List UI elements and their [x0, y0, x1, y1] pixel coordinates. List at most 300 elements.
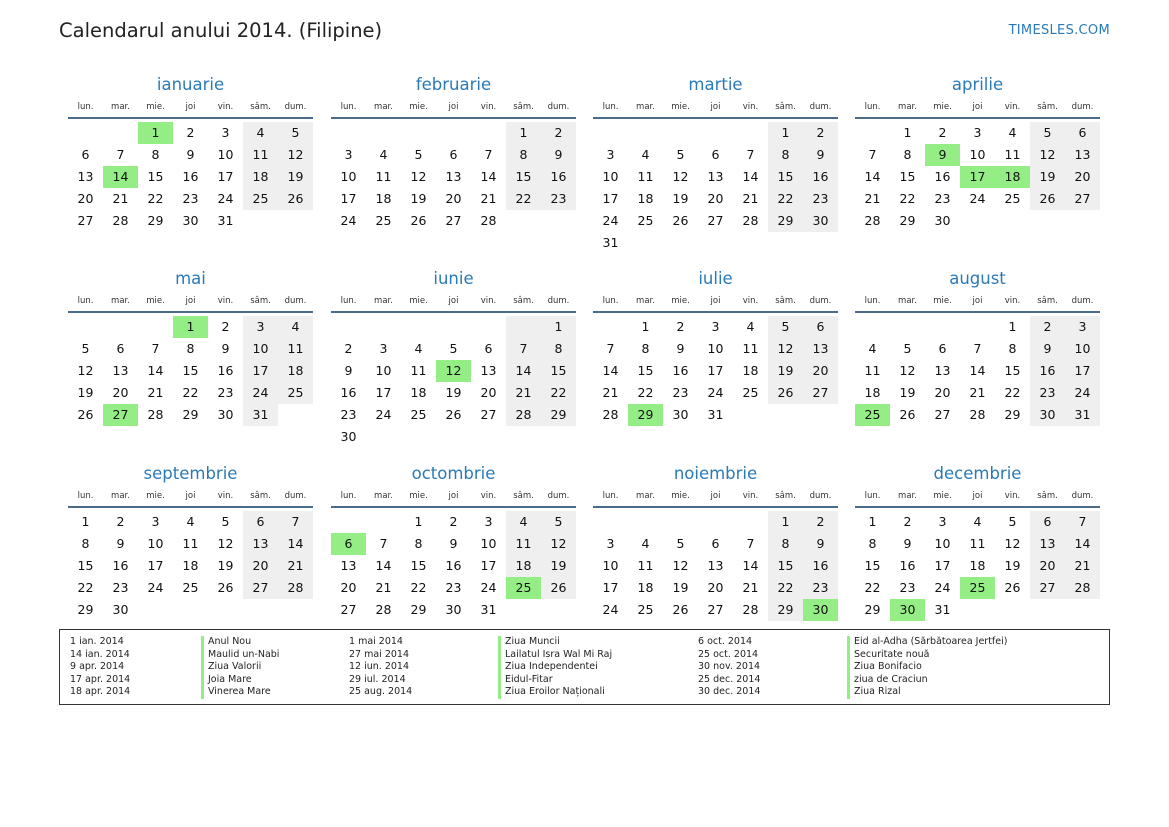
day-cell[interactable]: 22 [864, 580, 881, 595]
day-cell[interactable]: 22 [541, 382, 576, 404]
day-cell[interactable]: 18 [969, 558, 986, 573]
day-cell[interactable]: 23 [541, 188, 576, 210]
day-cell[interactable]: 8 [81, 536, 90, 551]
day-cell[interactable]: 12 [410, 169, 427, 184]
day-cell[interactable]: 12 [768, 338, 803, 360]
day-cell[interactable]: 23 [112, 580, 129, 595]
day-cell[interactable]: 6 [711, 147, 720, 162]
day-cell[interactable]: 3 [221, 125, 230, 140]
day-cell[interactable]: 5 [1008, 514, 1017, 529]
day-cell[interactable]: 3 [379, 341, 388, 356]
day-cell[interactable]: 31 [602, 235, 619, 250]
day-cell[interactable]: 10 [602, 169, 619, 184]
day-cell[interactable]: 10 [340, 169, 357, 184]
day-cell[interactable]: 28 [864, 213, 881, 228]
day-cell[interactable]: 30 [1030, 404, 1065, 426]
day-cell[interactable]: 2 [116, 514, 125, 529]
day-cell[interactable]: 17 [934, 558, 951, 573]
day-cell[interactable]: 20 [707, 580, 724, 595]
day-cell[interactable]: 8 [768, 533, 803, 555]
day-cell[interactable]: 8 [186, 341, 195, 356]
day-cell[interactable]: 12 [77, 363, 94, 378]
day-cell[interactable]: 25 [410, 407, 427, 422]
day-cell[interactable]: 27 [480, 407, 497, 422]
day-cell[interactable]: 4 [186, 514, 195, 529]
day-cell[interactable]: 7 [278, 511, 313, 533]
day-cell[interactable]: 7 [151, 341, 160, 356]
day-cell[interactable]: 28 [375, 602, 392, 617]
day-cell[interactable]: 17 [1065, 360, 1100, 382]
holiday-day-cell[interactable]: 30 [890, 599, 925, 621]
day-cell[interactable]: 5 [278, 122, 313, 144]
day-cell[interactable]: 26 [1004, 580, 1021, 595]
day-cell[interactable]: 15 [1004, 363, 1021, 378]
day-cell[interactable]: 24 [340, 213, 357, 228]
day-cell[interactable]: 7 [746, 147, 755, 162]
day-cell[interactable]: 15 [864, 558, 881, 573]
day-cell[interactable]: 19 [445, 385, 462, 400]
day-cell[interactable]: 2 [449, 514, 458, 529]
day-cell[interactable]: 4 [973, 514, 982, 529]
holiday-day-cell[interactable]: 25 [960, 577, 995, 599]
day-cell[interactable]: 12 [217, 536, 234, 551]
holiday-day-cell[interactable]: 25 [855, 404, 890, 426]
day-cell[interactable]: 4 [243, 122, 278, 144]
day-cell[interactable]: 4 [1008, 125, 1017, 140]
day-cell[interactable]: 18 [637, 191, 654, 206]
day-cell[interactable]: 17 [602, 580, 619, 595]
day-cell[interactable]: 25 [375, 213, 392, 228]
day-cell[interactable]: 13 [707, 558, 724, 573]
day-cell[interactable]: 21 [112, 191, 129, 206]
day-cell[interactable]: 15 [182, 363, 199, 378]
day-cell[interactable]: 13 [112, 363, 129, 378]
day-cell[interactable]: 13 [1065, 144, 1100, 166]
day-cell[interactable]: 30 [803, 210, 838, 232]
day-cell[interactable]: 14 [506, 360, 541, 382]
day-cell[interactable]: 18 [410, 385, 427, 400]
day-cell[interactable]: 22 [768, 577, 803, 599]
day-cell[interactable]: 2 [186, 125, 195, 140]
day-cell[interactable]: 18 [182, 558, 199, 573]
day-cell[interactable]: 27 [707, 213, 724, 228]
day-cell[interactable]: 19 [672, 580, 689, 595]
day-cell[interactable]: 7 [379, 536, 388, 551]
day-cell[interactable]: 8 [868, 536, 877, 551]
day-cell[interactable]: 6 [116, 341, 125, 356]
day-cell[interactable]: 19 [672, 191, 689, 206]
day-cell[interactable]: 16 [445, 558, 462, 573]
day-cell[interactable]: 20 [934, 385, 951, 400]
day-cell[interactable]: 2 [803, 511, 838, 533]
day-cell[interactable]: 19 [899, 385, 916, 400]
day-cell[interactable]: 23 [217, 385, 234, 400]
day-cell[interactable]: 11 [410, 363, 427, 378]
day-cell[interactable]: 29 [77, 602, 94, 617]
day-cell[interactable]: 2 [344, 341, 353, 356]
day-cell[interactable]: 20 [445, 191, 462, 206]
holiday-day-cell[interactable]: 18 [995, 166, 1030, 188]
day-cell[interactable]: 24 [707, 385, 724, 400]
day-cell[interactable]: 14 [375, 558, 392, 573]
day-cell[interactable]: 11 [506, 533, 541, 555]
day-cell[interactable]: 25 [1004, 191, 1021, 206]
day-cell[interactable]: 27 [803, 382, 838, 404]
day-cell[interactable]: 3 [973, 125, 982, 140]
day-cell[interactable]: 20 [707, 191, 724, 206]
day-cell[interactable]: 14 [1065, 533, 1100, 555]
day-cell[interactable]: 28 [602, 407, 619, 422]
day-cell[interactable]: 17 [243, 360, 278, 382]
day-cell[interactable]: 20 [1065, 166, 1100, 188]
holiday-day-cell[interactable]: 12 [436, 360, 471, 382]
day-cell[interactable]: 6 [938, 341, 947, 356]
day-cell[interactable]: 30 [182, 213, 199, 228]
day-cell[interactable]: 19 [410, 191, 427, 206]
site-logo[interactable]: TIMESLES.COM [1008, 23, 1110, 38]
day-cell[interactable]: 12 [672, 558, 689, 573]
day-cell[interactable]: 16 [672, 363, 689, 378]
day-cell[interactable]: 8 [1008, 341, 1017, 356]
day-cell[interactable]: 30 [934, 213, 951, 228]
day-cell[interactable]: 15 [506, 166, 541, 188]
day-cell[interactable]: 29 [864, 602, 881, 617]
day-cell[interactable]: 1 [81, 514, 90, 529]
day-cell[interactable]: 31 [480, 602, 497, 617]
day-cell[interactable]: 14 [480, 169, 497, 184]
day-cell[interactable]: 2 [903, 514, 912, 529]
day-cell[interactable]: 27 [340, 602, 357, 617]
day-cell[interactable]: 31 [243, 404, 278, 426]
day-cell[interactable]: 16 [541, 166, 576, 188]
day-cell[interactable]: 17 [707, 363, 724, 378]
holiday-day-cell[interactable]: 6 [331, 533, 366, 555]
day-cell[interactable]: 31 [217, 213, 234, 228]
day-cell[interactable]: 11 [375, 169, 392, 184]
day-cell[interactable]: 14 [602, 363, 619, 378]
day-cell[interactable]: 20 [340, 580, 357, 595]
day-cell[interactable]: 21 [742, 191, 759, 206]
day-cell[interactable]: 16 [803, 555, 838, 577]
day-cell[interactable]: 14 [864, 169, 881, 184]
day-cell[interactable]: 7 [116, 147, 125, 162]
day-cell[interactable]: 9 [903, 536, 912, 551]
day-cell[interactable]: 26 [410, 213, 427, 228]
day-cell[interactable]: 30 [445, 602, 462, 617]
day-cell[interactable]: 25 [637, 602, 654, 617]
day-cell[interactable]: 27 [707, 602, 724, 617]
day-cell[interactable]: 16 [217, 363, 234, 378]
day-cell[interactable]: 21 [375, 580, 392, 595]
holiday-day-cell[interactable]: 25 [506, 577, 541, 599]
day-cell[interactable]: 21 [742, 580, 759, 595]
day-cell[interactable]: 25 [278, 382, 313, 404]
day-cell[interactable]: 4 [379, 147, 388, 162]
day-cell[interactable]: 24 [217, 191, 234, 206]
day-cell[interactable]: 19 [278, 166, 313, 188]
day-cell[interactable]: 26 [77, 407, 94, 422]
day-cell[interactable]: 18 [637, 580, 654, 595]
day-cell[interactable]: 1 [541, 316, 576, 338]
day-cell[interactable]: 17 [602, 191, 619, 206]
day-cell[interactable]: 14 [278, 533, 313, 555]
day-cell[interactable]: 18 [278, 360, 313, 382]
day-cell[interactable]: 12 [899, 363, 916, 378]
day-cell[interactable]: 3 [1065, 316, 1100, 338]
day-cell[interactable]: 3 [151, 514, 160, 529]
day-cell[interactable]: 25 [742, 385, 759, 400]
day-cell[interactable]: 27 [243, 577, 278, 599]
holiday-day-cell[interactable]: 17 [960, 166, 995, 188]
day-cell[interactable]: 28 [112, 213, 129, 228]
day-cell[interactable]: 6 [81, 147, 90, 162]
day-cell[interactable]: 3 [711, 319, 720, 334]
day-cell[interactable]: 11 [864, 363, 881, 378]
day-cell[interactable]: 28 [742, 602, 759, 617]
day-cell[interactable]: 21 [147, 385, 164, 400]
day-cell[interactable]: 18 [375, 191, 392, 206]
day-cell[interactable]: 18 [742, 363, 759, 378]
day-cell[interactable]: 29 [768, 599, 803, 621]
day-cell[interactable]: 26 [899, 407, 916, 422]
day-cell[interactable]: 2 [221, 319, 230, 334]
day-cell[interactable]: 24 [1065, 382, 1100, 404]
day-cell[interactable]: 5 [903, 341, 912, 356]
day-cell[interactable]: 3 [344, 147, 353, 162]
day-cell[interactable]: 23 [803, 188, 838, 210]
day-cell[interactable]: 4 [641, 536, 650, 551]
day-cell[interactable]: 13 [934, 363, 951, 378]
day-cell[interactable]: 21 [864, 191, 881, 206]
day-cell[interactable]: 4 [278, 316, 313, 338]
day-cell[interactable]: 9 [344, 363, 353, 378]
day-cell[interactable]: 19 [77, 385, 94, 400]
day-cell[interactable]: 9 [803, 144, 838, 166]
day-cell[interactable]: 5 [414, 147, 423, 162]
day-cell[interactable]: 9 [186, 147, 195, 162]
day-cell[interactable]: 28 [480, 213, 497, 228]
day-cell[interactable]: 24 [375, 407, 392, 422]
day-cell[interactable]: 16 [803, 166, 838, 188]
day-cell[interactable]: 1 [903, 125, 912, 140]
day-cell[interactable]: 9 [221, 341, 230, 356]
day-cell[interactable]: 3 [606, 147, 615, 162]
day-cell[interactable]: 27 [1065, 188, 1100, 210]
day-cell[interactable]: 19 [217, 558, 234, 573]
day-cell[interactable]: 7 [868, 147, 877, 162]
day-cell[interactable]: 11 [637, 169, 654, 184]
day-cell[interactable]: 21 [1065, 555, 1100, 577]
day-cell[interactable]: 25 [182, 580, 199, 595]
day-cell[interactable]: 8 [903, 147, 912, 162]
day-cell[interactable]: 22 [77, 580, 94, 595]
day-cell[interactable]: 1 [868, 514, 877, 529]
day-cell[interactable]: 28 [969, 407, 986, 422]
day-cell[interactable]: 15 [410, 558, 427, 573]
day-cell[interactable]: 12 [541, 533, 576, 555]
day-cell[interactable]: 22 [899, 191, 916, 206]
day-cell[interactable]: 24 [602, 213, 619, 228]
day-cell[interactable]: 30 [112, 602, 129, 617]
day-cell[interactable]: 9 [1030, 338, 1065, 360]
day-cell[interactable]: 4 [868, 341, 877, 356]
day-cell[interactable]: 9 [803, 533, 838, 555]
day-cell[interactable]: 8 [541, 338, 576, 360]
day-cell[interactable]: 18 [864, 385, 881, 400]
day-cell[interactable]: 5 [768, 316, 803, 338]
day-cell[interactable]: 11 [1004, 147, 1021, 162]
day-cell[interactable]: 11 [278, 338, 313, 360]
day-cell[interactable]: 17 [375, 385, 392, 400]
day-cell[interactable]: 5 [676, 147, 685, 162]
day-cell[interactable]: 20 [1030, 555, 1065, 577]
day-cell[interactable]: 4 [641, 147, 650, 162]
day-cell[interactable]: 8 [414, 536, 423, 551]
day-cell[interactable]: 23 [1030, 382, 1065, 404]
day-cell[interactable]: 13 [803, 338, 838, 360]
day-cell[interactable]: 28 [147, 407, 164, 422]
day-cell[interactable]: 3 [938, 514, 947, 529]
day-cell[interactable]: 23 [899, 580, 916, 595]
holiday-day-cell[interactable]: 9 [925, 144, 960, 166]
day-cell[interactable]: 26 [278, 188, 313, 210]
day-cell[interactable]: 31 [934, 602, 951, 617]
day-cell[interactable]: 3 [484, 514, 493, 529]
day-cell[interactable]: 9 [541, 144, 576, 166]
day-cell[interactable]: 26 [217, 580, 234, 595]
day-cell[interactable]: 22 [506, 188, 541, 210]
day-cell[interactable]: 6 [803, 316, 838, 338]
day-cell[interactable]: 16 [1030, 360, 1065, 382]
day-cell[interactable]: 22 [768, 188, 803, 210]
day-cell[interactable]: 25 [243, 188, 278, 210]
day-cell[interactable]: 21 [506, 382, 541, 404]
day-cell[interactable]: 15 [147, 169, 164, 184]
day-cell[interactable]: 9 [116, 536, 125, 551]
day-cell[interactable]: 26 [445, 407, 462, 422]
day-cell[interactable]: 19 [541, 555, 576, 577]
day-cell[interactable]: 17 [480, 558, 497, 573]
day-cell[interactable]: 15 [768, 166, 803, 188]
day-cell[interactable]: 26 [768, 382, 803, 404]
day-cell[interactable]: 10 [934, 536, 951, 551]
day-cell[interactable]: 22 [147, 191, 164, 206]
day-cell[interactable]: 27 [1030, 577, 1065, 599]
day-cell[interactable]: 10 [375, 363, 392, 378]
day-cell[interactable]: 11 [182, 536, 199, 551]
day-cell[interactable]: 22 [1004, 385, 1021, 400]
day-cell[interactable]: 2 [803, 122, 838, 144]
holiday-day-cell[interactable]: 29 [628, 404, 663, 426]
day-cell[interactable]: 24 [147, 580, 164, 595]
day-cell[interactable]: 28 [1065, 577, 1100, 599]
day-cell[interactable]: 23 [182, 191, 199, 206]
day-cell[interactable]: 11 [243, 144, 278, 166]
day-cell[interactable]: 23 [803, 577, 838, 599]
day-cell[interactable]: 8 [506, 144, 541, 166]
day-cell[interactable]: 16 [899, 558, 916, 573]
day-cell[interactable]: 5 [449, 341, 458, 356]
day-cell[interactable]: 2 [676, 319, 685, 334]
day-cell[interactable]: 17 [217, 169, 234, 184]
day-cell[interactable]: 11 [969, 536, 986, 551]
day-cell[interactable]: 26 [672, 213, 689, 228]
day-cell[interactable]: 6 [449, 147, 458, 162]
day-cell[interactable]: 1 [768, 511, 803, 533]
day-cell[interactable]: 7 [606, 341, 615, 356]
day-cell[interactable]: 15 [637, 363, 654, 378]
day-cell[interactable]: 9 [449, 536, 458, 551]
day-cell[interactable]: 15 [541, 360, 576, 382]
day-cell[interactable]: 15 [768, 555, 803, 577]
day-cell[interactable]: 7 [484, 147, 493, 162]
day-cell[interactable]: 5 [1030, 122, 1065, 144]
day-cell[interactable]: 29 [541, 404, 576, 426]
day-cell[interactable]: 30 [340, 429, 357, 444]
day-cell[interactable]: 5 [221, 514, 230, 529]
day-cell[interactable]: 12 [1004, 536, 1021, 551]
day-cell[interactable]: 13 [480, 363, 497, 378]
day-cell[interactable]: 5 [81, 341, 90, 356]
day-cell[interactable]: 25 [637, 213, 654, 228]
day-cell[interactable]: 24 [969, 191, 986, 206]
day-cell[interactable]: 16 [934, 169, 951, 184]
day-cell[interactable]: 13 [707, 169, 724, 184]
day-cell[interactable]: 1 [641, 319, 650, 334]
day-cell[interactable]: 7 [1065, 511, 1100, 533]
day-cell[interactable]: 30 [217, 407, 234, 422]
day-cell[interactable]: 12 [278, 144, 313, 166]
day-cell[interactable]: 28 [506, 404, 541, 426]
day-cell[interactable]: 10 [969, 147, 986, 162]
day-cell[interactable]: 7 [506, 338, 541, 360]
holiday-day-cell[interactable]: 30 [803, 599, 838, 621]
day-cell[interactable]: 30 [672, 407, 689, 422]
day-cell[interactable]: 12 [1030, 144, 1065, 166]
day-cell[interactable]: 2 [541, 122, 576, 144]
day-cell[interactable]: 29 [410, 602, 427, 617]
day-cell[interactable]: 13 [243, 533, 278, 555]
day-cell[interactable]: 10 [602, 558, 619, 573]
day-cell[interactable]: 24 [243, 382, 278, 404]
day-cell[interactable]: 5 [676, 536, 685, 551]
day-cell[interactable]: 6 [711, 536, 720, 551]
day-cell[interactable]: 29 [147, 213, 164, 228]
holiday-day-cell[interactable]: 1 [138, 122, 173, 144]
day-cell[interactable]: 20 [77, 191, 94, 206]
day-cell[interactable]: 1 [506, 122, 541, 144]
day-cell[interactable]: 22 [182, 385, 199, 400]
day-cell[interactable]: 4 [746, 319, 755, 334]
holiday-day-cell[interactable]: 14 [103, 166, 138, 188]
day-cell[interactable]: 13 [1030, 533, 1065, 555]
day-cell[interactable]: 10 [243, 338, 278, 360]
day-cell[interactable]: 19 [768, 360, 803, 382]
day-cell[interactable]: 5 [541, 511, 576, 533]
day-cell[interactable]: 23 [445, 580, 462, 595]
day-cell[interactable]: 6 [243, 511, 278, 533]
day-cell[interactable]: 29 [768, 210, 803, 232]
day-cell[interactable]: 19 [1004, 558, 1021, 573]
day-cell[interactable]: 2 [938, 125, 947, 140]
day-cell[interactable]: 21 [480, 191, 497, 206]
day-cell[interactable]: 3 [243, 316, 278, 338]
day-cell[interactable]: 21 [969, 385, 986, 400]
day-cell[interactable]: 18 [243, 166, 278, 188]
day-cell[interactable]: 8 [151, 147, 160, 162]
day-cell[interactable]: 14 [969, 363, 986, 378]
day-cell[interactable]: 6 [1030, 511, 1065, 533]
